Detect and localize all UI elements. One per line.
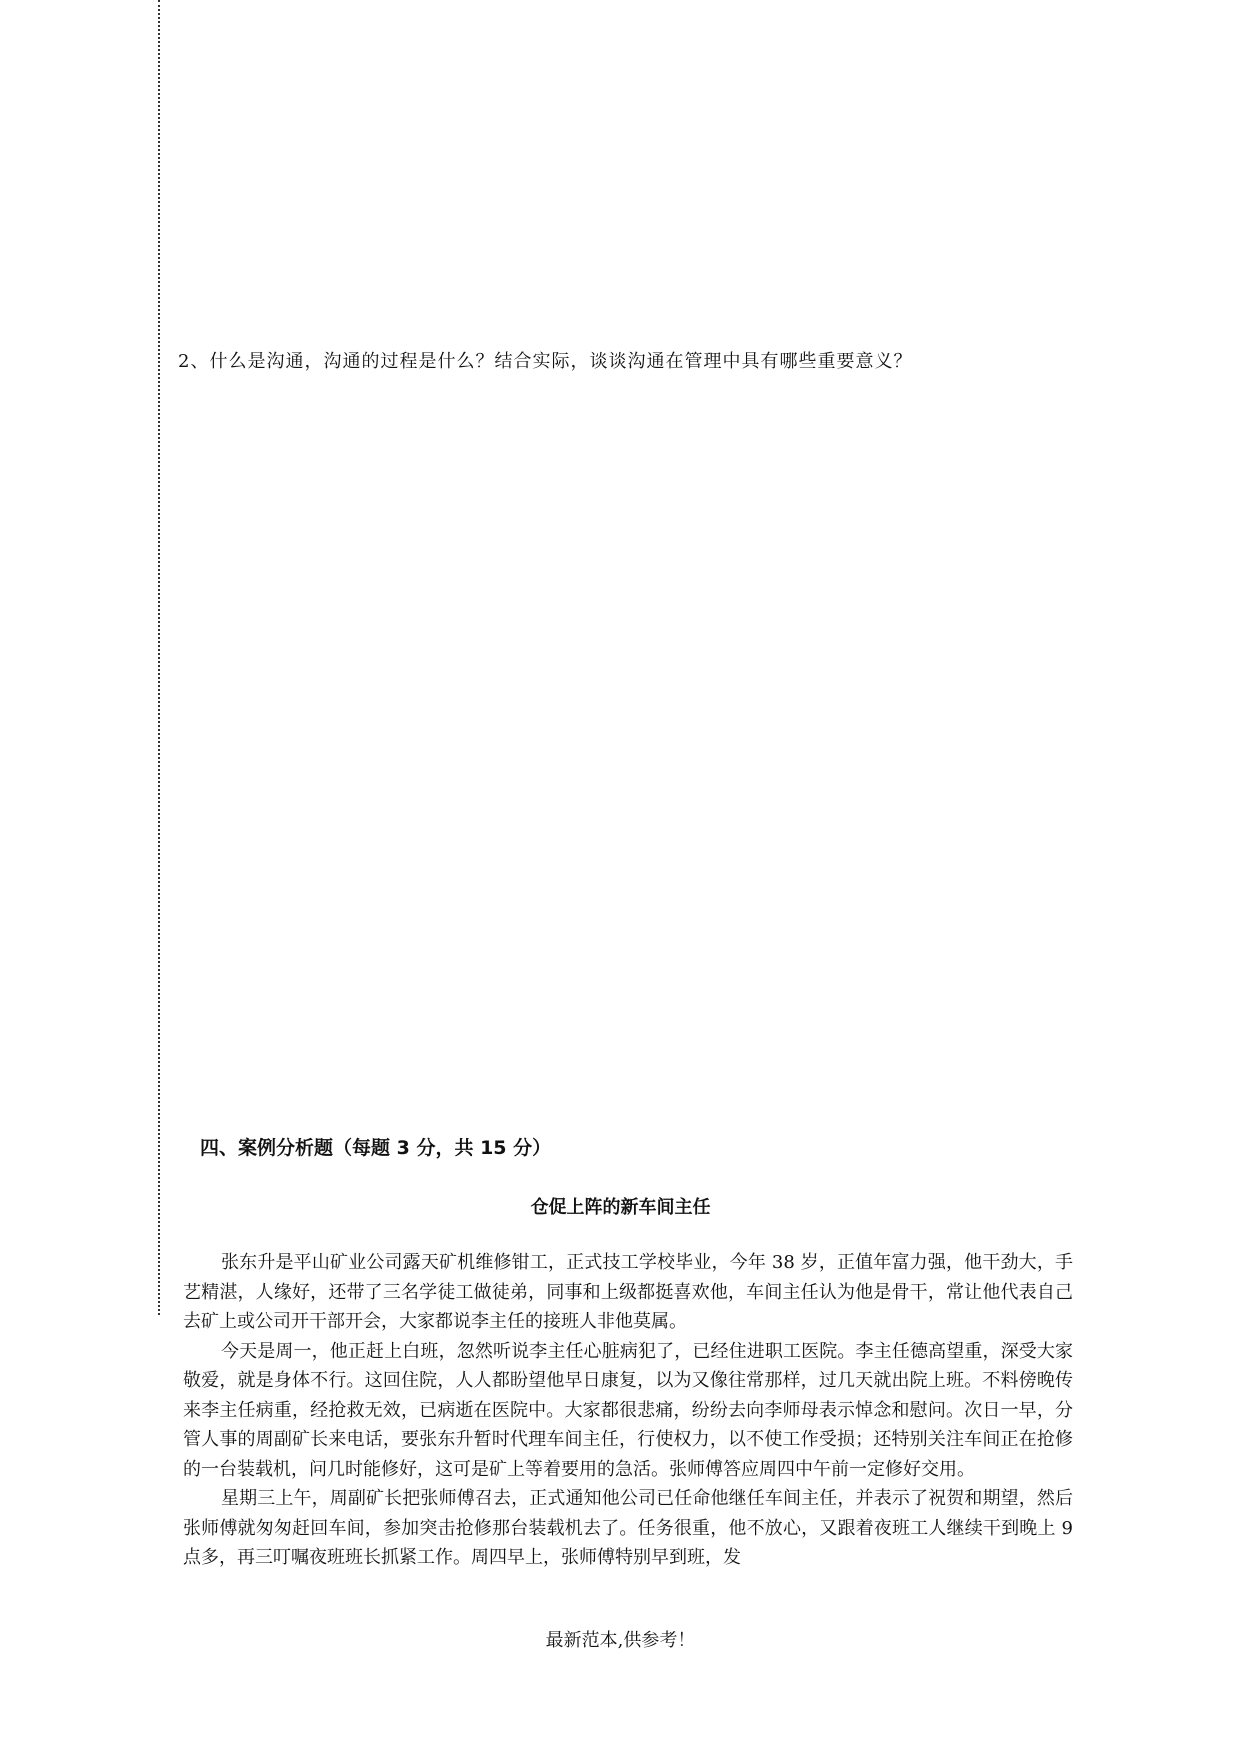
case-paragraph: 张东升是平山矿业公司露天矿机维修钳工，正式技工学校毕业，今年 38 岁，正值年富力强，他干劲大，手艺精湛，人缘好，还带了三名学徒工做徒弟，同事和上级都挺喜欢他，车间主任认为他是骨干，常让他代表自己去矿上或公司开干部开会，大家都说李主任的接班人非他莫属。 [183, 1252, 1073, 1332]
section-title-case-analysis: 四、案例分析题（每题 3 分，共 15 分） [200, 1137, 552, 1159]
case-title: 仓促上阵的新车间主任 [530, 1197, 711, 1218]
case-paragraph: 星期三上午，周副矿长把张师傅召去，正式通知他公司已任命他继任车间主任，并表示了祝贺和期望，然后张师傅就匆匆赶回车间，参加突击抢修那台装载机去了。任务很重，他不放心，又跟着夜班工人继续干到晚上 9 点多，再三叮嘱夜班班长抓紧工作。周四早上，张师傅特别早到班，发 [183, 1488, 1073, 1568]
page-footer: 最新范本,供参考！ [545, 1630, 696, 1651]
case-body [183, 1248, 1073, 1573]
case-paragraph: 今天是周一，他正赶上白班，忽然听说李主任心脏病犯了，已经住进职工医院。李主任德高望重，深受大家敬爱，就是身体不行。这回住院，人人都盼望他早日康复，以为又像往常那样，过几天就出院上班。不料傍晚传来李主任病重，经抢救无效，已病逝在医院中。大家都很悲痛，纷纷去向李师母表示悼念和慰问。次日一早，分管人事的周副矿长来电话，要张东升暂时代理车间主任，行使权力，以不使工作受损；还特别关注车间正在抢修的一台装载机，问几时能修好，这可是矿上等着要用的急活。张师傅答应周四中午前一定修好交用。 [183, 1340, 1073, 1480]
question-2: 2、什么是沟通，沟通的过程是什么？结合实际，谈谈沟通在管理中具有哪些重要意义？ [178, 351, 913, 372]
binding-dotted-line [158, 0, 160, 1315]
